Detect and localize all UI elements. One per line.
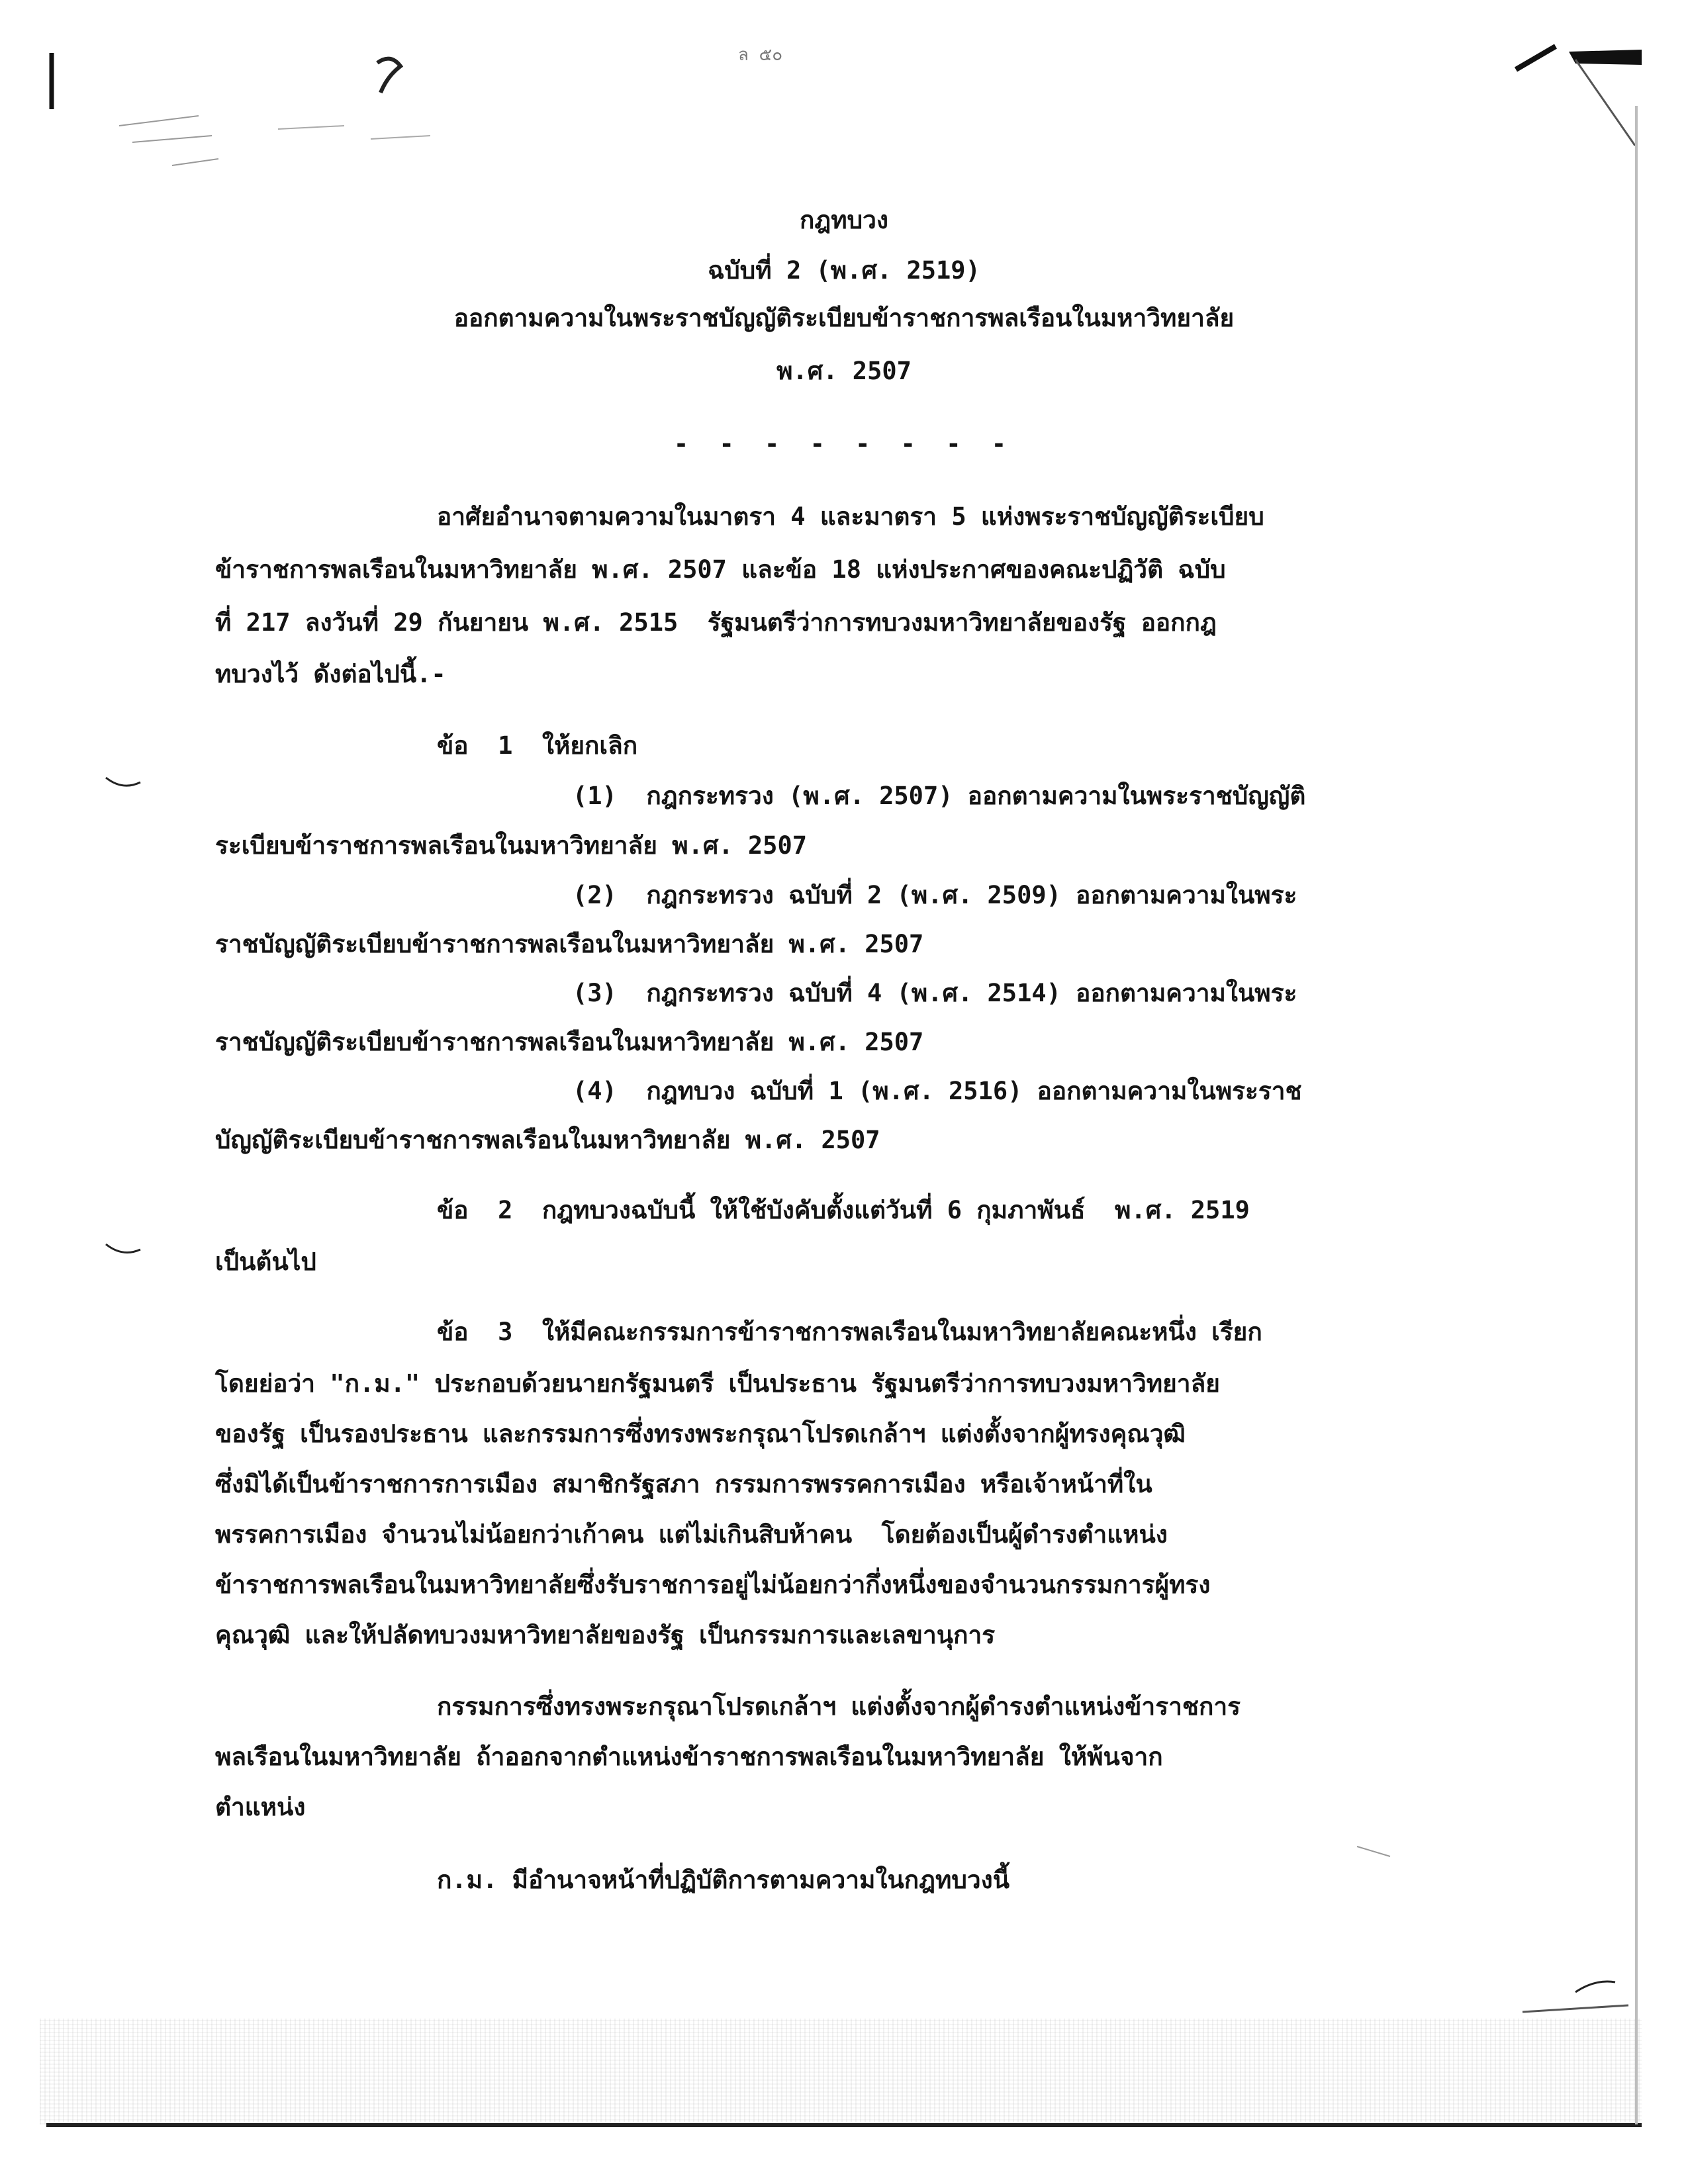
clause-2-line: ข้อ 2 กฎทบวงฉบับนี้ ให้ใช้บังคับตั้งแต่วันที่ 6 กุมภาพันธ์ พ.ศ. 2519 — [437, 1196, 1250, 1224]
scan-bottom-edge — [46, 2123, 1642, 2127]
members-paragraph-line: พลเรือนในมหาวิทยาลัย ถ้าออกจากตำแหน่งข้าราชการพลเรือนในมหาวิทยาลัย ให้พ้นจาก — [215, 1743, 1163, 1771]
clause-1-item: (4) กฎทบวง ฉบับที่ 1 (พ.ศ. 2516) ออกตามความในพระราช — [573, 1077, 1302, 1105]
document-issued-under: ออกตามความในพระราชบัญญัติระเบียบข้าราชการพลเรือนในมหาวิทยาลัย — [453, 304, 1235, 332]
clause-1-heading: ข้อ 1 ให้ยกเลิก — [437, 731, 638, 760]
clause-1-item: (3) กฎกระทรวง ฉบับที่ 4 (พ.ศ. 2514) ออกตามความในพระ — [573, 979, 1297, 1007]
clause-3-line: โดยย่อว่า "ก.ม." ประกอบด้วยนายกรัฐมนตรี เป็นประธาน รัฐมนตรีว่าการทบวงมหาวิทยาลัย — [215, 1369, 1220, 1398]
clause-1-item: (2) กฎกระทรวง ฉบับที่ 2 (พ.ศ. 2509) ออกตามความในพระ — [573, 881, 1297, 909]
scan-noise-band — [40, 2019, 1642, 2124]
members-paragraph-line: ตำแหน่ง — [215, 1793, 306, 1821]
clause-2-line: เป็นต้นไป — [215, 1248, 316, 1276]
clause-1-item-cont: ราชบัญญัติระเบียบข้าราชการพลเรือนในมหาวิทยาลัย พ.ศ. 2507 — [215, 1028, 924, 1056]
clause-1-item-cont: ราชบัญญัติระเบียบข้าราชการพลเรือนในมหาวิทยาลัย พ.ศ. 2507 — [215, 930, 924, 958]
clause-3-line: คุณวุฒิ และให้ปลัดทบวงมหาวิทยาลัยของรัฐ เป็นกรรมการและเลขานุการ — [215, 1621, 996, 1649]
preamble-line: ทบวงไว้ ดังต่อไปนี้.- — [215, 660, 446, 688]
members-paragraph-line: กรรมการซึ่งทรงพระกรุณาโปรดเกล้าฯ แต่งตั้งจากผู้ดำรงตำแหน่งข้าราชการ — [437, 1692, 1241, 1721]
preamble-line: ข้าราชการพลเรือนในมหาวิทยาลัย พ.ศ. 2507 และข้อ 18 แห่งประกาศของคณะปฏิวัติ ฉบับ — [215, 555, 1226, 584]
clause-3-line: ซึ่งมิได้เป็นข้าราชการการเมือง สมาชิกรัฐสภา กรรมการพรรคการเมือง หรือเจ้าหน้าที่ใน — [215, 1470, 1152, 1498]
document-act-year: พ.ศ. 2507 — [776, 357, 912, 385]
clause-1-item-cont: ระเบียบข้าราชการพลเรือนในมหาวิทยาลัย พ.ศ. 2507 — [215, 831, 807, 860]
clause-1-item-cont: บัญญัติระเบียบข้าราชการพลเรือนในมหาวิทยาลัย พ.ศ. 2507 — [215, 1126, 880, 1154]
clause-3-line: พรรคการเมือง จำนวนไม่น้อยกว่าเก้าคน แต่ไม่เกินสิบห้าคน โดยต้องเป็นผู้ดำรงตำแหน่ง — [215, 1520, 1168, 1549]
clause-1-item: (1) กฎกระทรวง (พ.ศ. 2507) ออกตามความในพระราชบัญญัติ — [573, 782, 1306, 810]
preamble-line: ที่ 217 ลงวันที่ 29 กันยายน พ.ศ. 2515 รัฐมนตรีว่าการทบวงมหาวิทยาลัยของรัฐ ออกกฎ — [215, 608, 1217, 637]
page-mark: ล ๕๐ — [738, 45, 783, 65]
document-issue: ฉบับที่ 2 (พ.ศ. 2519) — [708, 256, 980, 285]
clause-3-line: ข้าราชการพลเรือนในมหาวิทยาลัยซึ่งรับราชการอยู่ไม่น้อยกว่ากึ่งหนึ่งของจำนวนกรรมการผู้ทรง — [215, 1570, 1211, 1599]
clause-3-line: ของรัฐ เป็นรองประธาน และกรรมการซึ่งทรงพระกรุณาโปรดเกล้าฯ แต่งตั้งจากผู้ทรงคุณวุฒิ — [215, 1420, 1186, 1448]
powers-paragraph: ก.ม. มีอำนาจหน้าที่ปฏิบัติการตามความในกฎทบวงนี้ — [437, 1866, 1010, 1894]
header-separator: - - - - - - - - — [673, 430, 1015, 458]
clause-3-line: ข้อ 3 ให้มีคณะกรรมการข้าราชการพลเรือนในมหาวิทยาลัยคณะหนึ่ง เรียก — [437, 1318, 1262, 1346]
document-title: กฎทบวง — [800, 206, 888, 234]
scan-right-edge — [1635, 106, 1638, 2124]
preamble-line: อาศัยอำนาจตามความในมาตรา 4 และมาตรา 5 แห่งพระราชบัญญัติระเบียบ — [437, 502, 1264, 531]
